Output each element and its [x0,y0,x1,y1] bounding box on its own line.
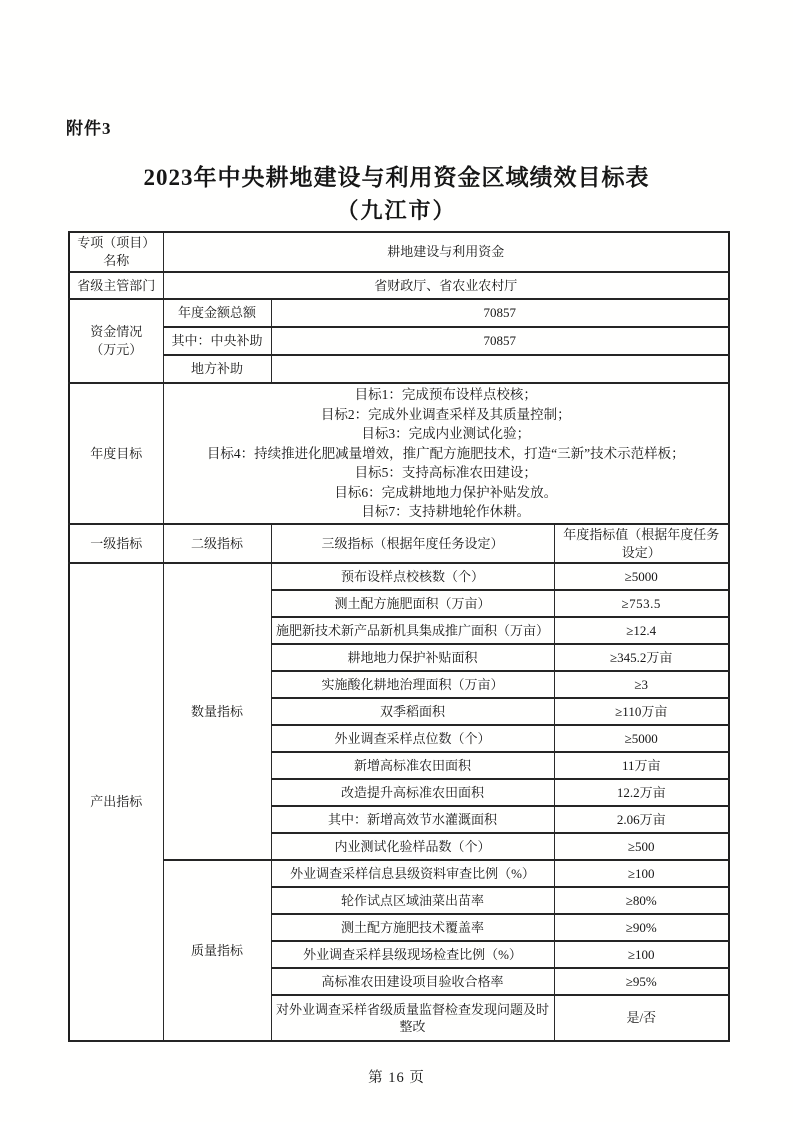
header-value: 年度指标值（根据年度任务设定） [554,524,729,563]
table-header-row [69,524,729,563]
indicator-value: ≥100 [554,860,729,887]
header-level3: 三级指标（根据年度任务设定） [271,524,554,563]
indicator-value: ≥5000 [554,563,729,590]
funds-label-line1: 资金情况 [90,324,143,340]
indicator-label: 新增高标准农田面积 [271,752,554,779]
indicator-value: ≥345.2万亩 [554,644,729,671]
project-name-label-line2: 名称 [103,253,130,268]
funds-central-label: 其中：中央补助 [163,327,271,355]
funds-total-value: 70857 [271,299,729,327]
indicator-value: ≥12.4 [554,617,729,644]
indicator-value: ≥90% [554,914,729,941]
table-row [69,327,729,355]
indicator-label: 内业测试化验样品数（个） [271,833,554,860]
indicator-value: ≥110万亩 [554,698,729,725]
funds-central-value: 70857 [271,327,729,355]
indicator-label: 预布设样点校核数（个） [271,563,554,590]
table-row [69,232,729,272]
indicator-value: ≥753.5 [554,590,729,617]
indicator-label: 高标准农田建设项目验收合格率 [271,968,554,995]
funds-label [69,299,163,383]
document-title [0,160,793,226]
table-row [69,272,729,299]
title-line2: （九江市） [336,198,457,223]
funds-label-line2: （万元） [90,342,143,357]
indicator-value: ≥5000 [554,725,729,752]
indicator-label: 轮作试点区域油菜出苗率 [271,887,554,914]
indicator-value: 2.06万亩 [554,806,729,833]
level2-quality-indicator: 质量指标 [163,860,271,1041]
indicator-value: 是/否 [554,995,729,1041]
table-row [69,383,729,524]
goal-line-4: 目标4：持续推进化肥减量增效，推广配方施肥技术，打造“三新”技术示范样板； [206,445,685,461]
project-name-label [69,232,163,272]
page-number: 第 16 页 [368,1070,425,1086]
indicator-value: ≥500 [554,833,729,860]
funds-local-value [271,355,729,383]
header-level1: 一级指标 [69,524,163,563]
project-name-label-line1: 专项（项目） [77,235,156,251]
annual-goals-label: 年度目标 [69,383,163,524]
indicator-label: 外业调查采样县级现场检查比例（%） [271,941,554,968]
project-name-value: 耕地建设与利用资金 [163,232,729,272]
indicator-value: 11万亩 [554,752,729,779]
goal-line-5: 目标5：支持高标准农田建设； [354,465,537,481]
indicator-label: 外业调查采样信息县级资料审查比例（%） [271,860,554,887]
indicator-label: 测土配方施肥面积（万亩） [271,590,554,617]
indicator-value: ≥100 [554,941,729,968]
attachment-label: 附件3 [66,119,112,138]
level2-quantity-indicator: 数量指标 [163,563,271,860]
indicator-value: ≥3 [554,671,729,698]
performance-target-table [68,231,730,1042]
indicator-label: 其中：新增高效节水灌溉面积 [271,806,554,833]
goal-line-7: 目标7：支持耕地轮作休耕。 [361,504,531,520]
indicator-value: ≥80% [554,887,729,914]
table-row [69,860,729,887]
indicator-label: 对外业调查采样省级质量监督检查发现问题及时整改 [271,995,554,1041]
indicator-label: 耕地地力保护补贴面积 [271,644,554,671]
funds-total-label: 年度金额总额 [163,299,271,327]
title-line1: 2023年中央耕地建设与利用资金区域绩效目标表 [143,165,650,190]
indicator-label: 双季稻面积 [271,698,554,725]
department-label: 省级主管部门 [69,272,163,299]
department-value: 省财政厅、省农业农村厅 [163,272,729,299]
indicator-value: ≥95% [554,968,729,995]
goal-line-1: 目标1：完成预布设样点校核； [354,387,537,403]
goal-line-6: 目标6：完成耕地地力保护补贴发放。 [334,484,558,500]
table-row [69,355,729,383]
goal-line-2: 目标2：完成外业调查采样及其质量控制； [320,406,571,422]
level1-output-indicator: 产出指标 [69,563,163,1041]
indicator-label: 施肥新技术新产品新机具集成推广面积（万亩） [271,617,554,644]
funds-local-label: 地方补助 [163,355,271,383]
header-level2: 二级指标 [163,524,271,563]
table-row [69,563,729,590]
goal-line-3: 目标3：完成内业测试化验； [361,426,531,442]
indicator-label: 外业调查采样点位数（个） [271,725,554,752]
annual-goals-value [163,383,729,524]
table-row [69,299,729,327]
indicator-label: 实施酸化耕地治理面积（万亩） [271,671,554,698]
indicator-value: 12.2万亩 [554,779,729,806]
indicator-label: 改造提升高标准农田面积 [271,779,554,806]
indicator-label: 测土配方施肥技术覆盖率 [271,914,554,941]
